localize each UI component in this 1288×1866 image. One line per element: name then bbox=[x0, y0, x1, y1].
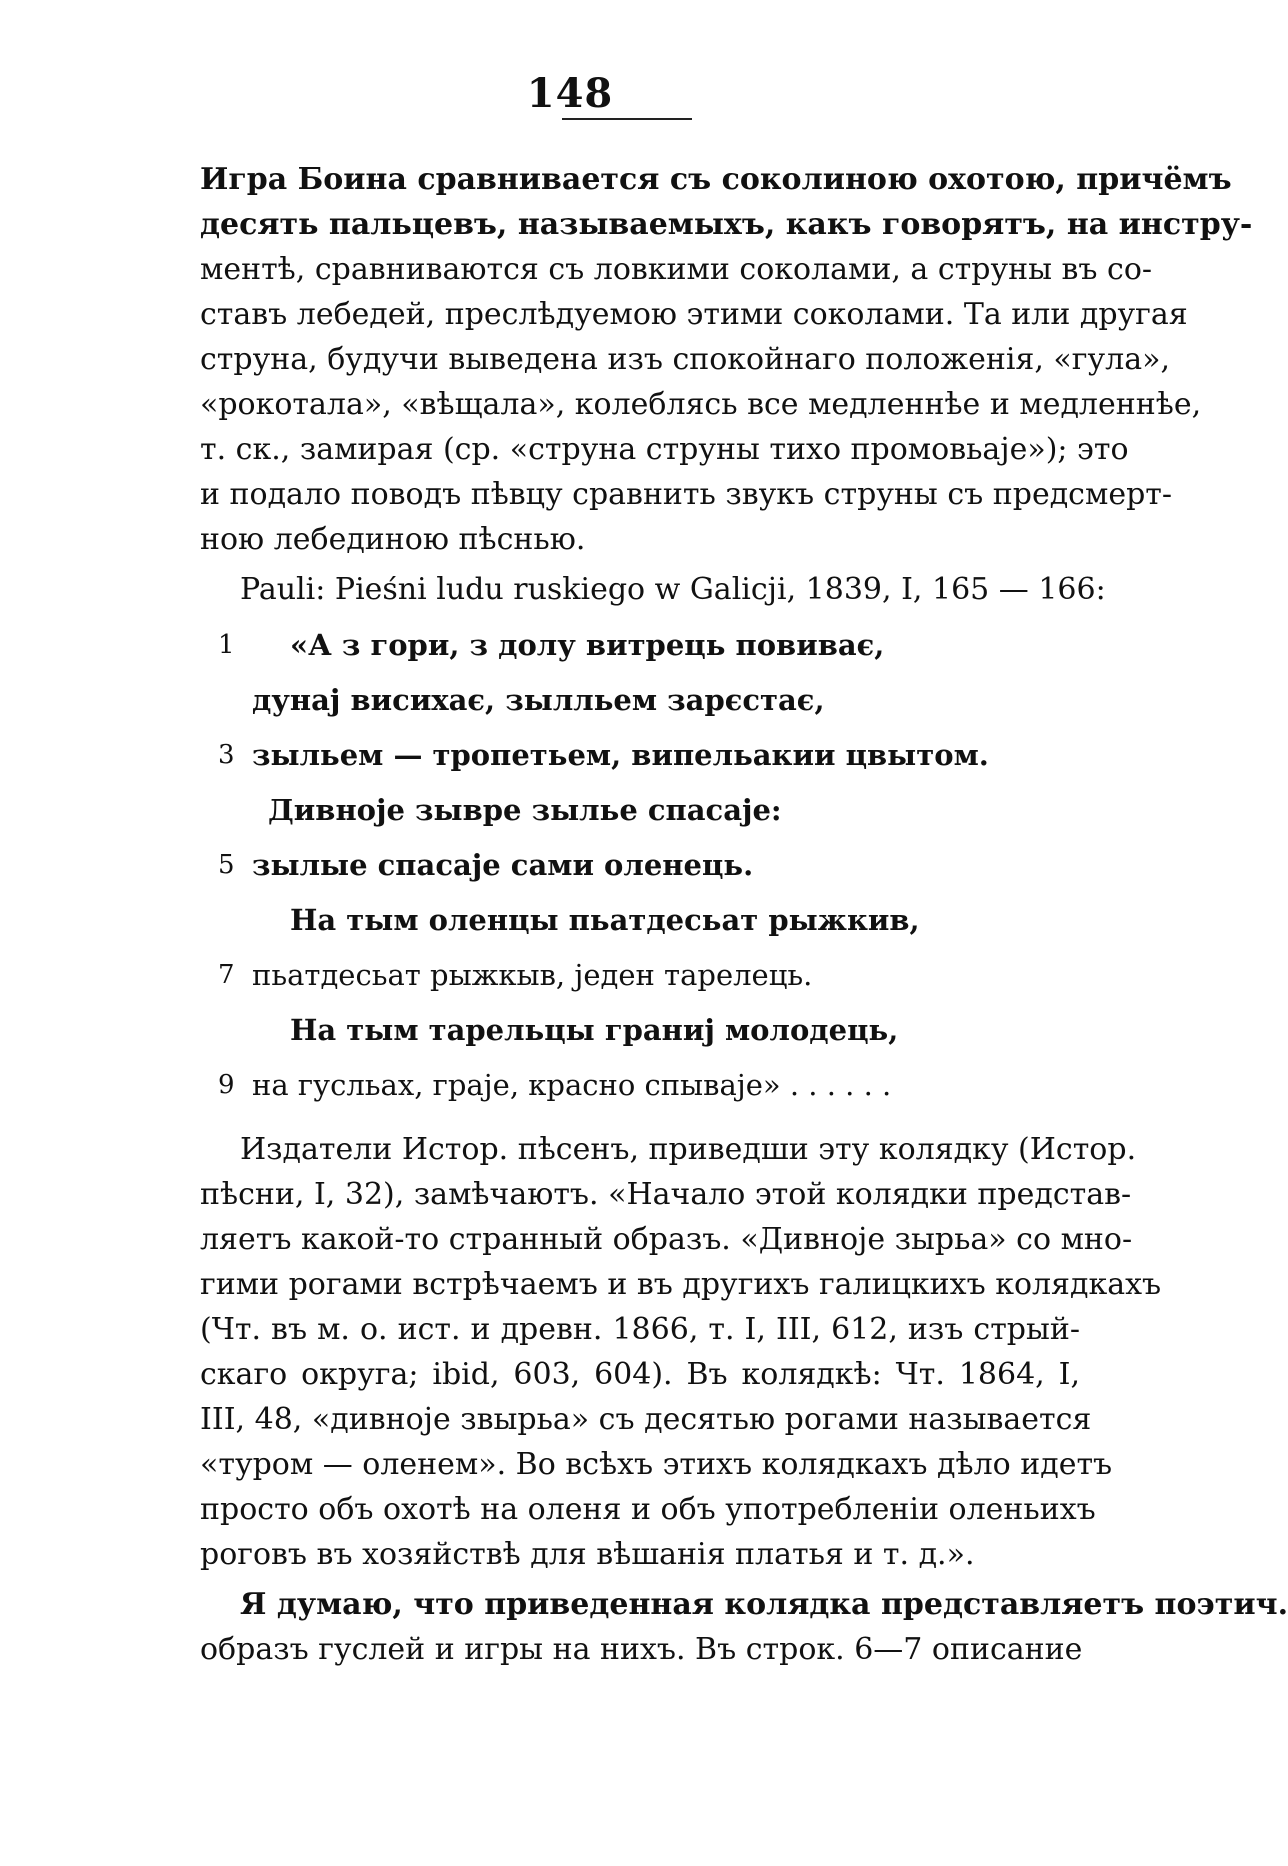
text-line: Издатели Истор. пѣсенъ, приведши эту колядку (Истор. bbox=[240, 1132, 1137, 1167]
text-line: Игра Боина сравнивается съ соколиною охотою, причёмъ bbox=[200, 162, 1232, 197]
verse-text: На тым тарельцы граниј молодець, bbox=[290, 1013, 899, 1047]
page-number: 148 bbox=[526, 70, 614, 117]
verse-text: «А з гори, з долу витрець повиває, bbox=[290, 628, 885, 662]
text-line: Я думаю, что приведенная колядка представляетъ поэтич. bbox=[240, 1587, 1288, 1622]
text-line: и подало поводъ пѣвцу сравнить звукъ струны съ предсмерт- bbox=[200, 477, 1173, 512]
verse-text: пьатдесьат рыжкыв, једен тарелець. bbox=[252, 958, 813, 992]
verse-line bbox=[0, 680, 1140, 720]
verse-number: 5 bbox=[218, 850, 235, 880]
text-line: гими рогами встрѣчаемъ и въ другихъ галицкихъ колядкахъ bbox=[200, 1267, 1162, 1302]
verse-text: зылые спасаје сами оленець. bbox=[252, 848, 754, 882]
text-line: «рокотала», «вѣщала», колеблясь все медленнѣе и медленнѣе, bbox=[200, 387, 1202, 422]
text-line: III, 48, «дивноје звырьа» съ десятью рогами называется bbox=[200, 1402, 1092, 1437]
text-line: (Чт. въ м. о. ист. и древн. 1866, т. I, III, 612, изъ стрый- bbox=[200, 1312, 1080, 1347]
verse-number: 7 bbox=[218, 960, 235, 990]
text-line: ставъ лебедей, преслѣдуемою этими соколами. Та или другая bbox=[200, 297, 1188, 332]
text-line: струна, будучи выведена изъ спокойнаго положенія, «гула», bbox=[200, 342, 1170, 377]
text-line: десять пальцевъ, называемыхъ, какъ говорятъ, на инстру- bbox=[200, 207, 1253, 242]
verse-line bbox=[0, 625, 1140, 665]
verse-line bbox=[0, 1010, 1140, 1050]
verse-line bbox=[0, 735, 1140, 775]
text-line: «туром — оленем». Во всѣхъ этихъ колядкахъ дѣло идетъ bbox=[200, 1447, 1113, 1482]
text-line: пѣсни, I, 32), замѣчаютъ. «Начало этой колядки представ- bbox=[200, 1177, 1132, 1212]
verse-line bbox=[0, 790, 1140, 830]
text-line: роговъ въ хозяйствѣ для вѣшанія платья и т. д.». bbox=[200, 1537, 975, 1572]
verse-line bbox=[0, 845, 1140, 885]
verse-number: 3 bbox=[218, 740, 235, 770]
verse-text: дунај висихає, зылльем зарєстає, bbox=[252, 683, 825, 717]
text-line: ляетъ какой-то странный образъ. «Дивноје зырьа» со мно- bbox=[200, 1222, 1133, 1257]
verse-text: Дивноје зывре зылье спасаје: bbox=[268, 793, 782, 827]
verse-text: На тым оленцы пьатдесьат рыжкив, bbox=[290, 903, 920, 937]
text-line: ною лебединою пѣснью. bbox=[200, 522, 586, 557]
verse-number: 1 bbox=[218, 630, 235, 660]
text-line: просто объ охотѣ на оленя и объ употребленіи оленьихъ bbox=[200, 1492, 1096, 1527]
page-number-rule bbox=[562, 118, 692, 120]
text-line: т. ск., замирая (ср. «струна струны тихо промовьаје»); это bbox=[200, 432, 1129, 467]
verse-text: зыльем — тропетьем, випельакии цвытом. bbox=[252, 738, 989, 772]
verse-number: 9 bbox=[218, 1070, 235, 1100]
verse-text: на гусльах, граје, красно спываје» . . . . . . bbox=[252, 1068, 892, 1102]
verse-line bbox=[0, 955, 1140, 995]
verse-line bbox=[0, 900, 1140, 940]
verse-line bbox=[0, 1065, 1140, 1105]
citation: Pauli: Pieśni ludu ruskiego w Galicji, 1839, I, 165 — 166: bbox=[240, 572, 1106, 607]
text-line: скаго округа; ibid, 603, 604). Въ колядкѣ: Чт. 1864, I, bbox=[200, 1357, 1080, 1392]
text-line: образъ гуслей и игры на нихъ. Въ строк. 6—7 описание bbox=[200, 1632, 1083, 1667]
text-line: ментѣ, сравниваются съ ловкими соколами, а струны въ со- bbox=[200, 252, 1153, 287]
